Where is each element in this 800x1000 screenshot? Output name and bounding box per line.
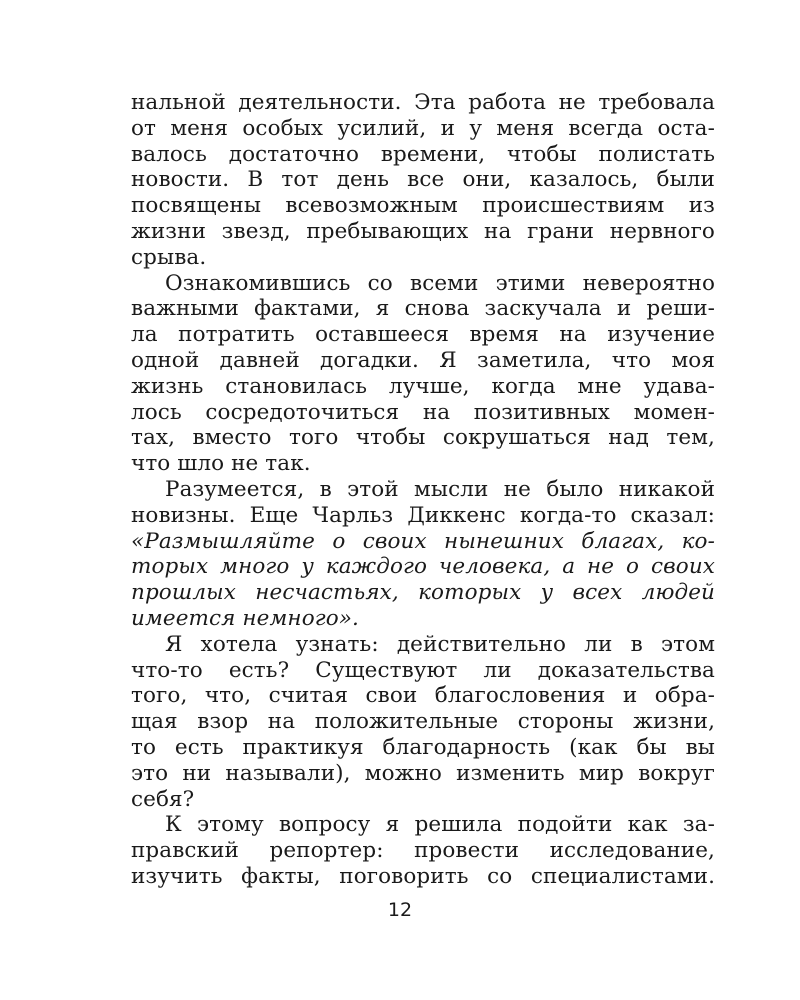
text-line: валось достаточно времени, чтобы полистать [131,141,716,167]
text-line: новизны. Еще Чарльз Диккенс когда-то сказал: [131,502,716,528]
text-line: ла потратить оставшееся время на изучение [131,322,716,348]
text-line: посвящены всевозможным происшествиям из [131,193,715,219]
text-line: правский репортер: провести исследование, [131,838,715,864]
text-line: нальной деятельности. Эта работа не требовала [131,90,715,115]
quote-line: имеется немного». [131,605,359,631]
quote-line: торых много у каждого человека, а не о своих [131,554,715,580]
text-line: Ознакомившись со всеми этими невероятно [165,270,716,296]
text-line: срыва. [131,244,207,270]
quote-line: «Размышляйте о своих нынешних благах, ко- [131,528,715,554]
text-line: что шло не так. [131,451,311,477]
text-line: щая взор на положительные стороны жизни, [131,709,716,735]
text-line: изучить факты, поговорить со специалистами. [131,863,715,889]
body-text [131,90,715,890]
text-line: жизнь становилась лучше, когда мне удава- [131,373,716,399]
text-line: одной давней догадки. Я заметила, что моя [131,347,715,373]
text-line: Разумеется, в этой мысли не было никакой [165,476,716,502]
text-line: жизни звезд, пребывающих на грани нервного [131,218,715,244]
text-line: лось сосредоточиться на позитивных момен- [131,399,715,425]
text-line: важными фактами, я снова заскучала и реши- [131,296,716,322]
text-line: это ни называли), можно изменить мир вокруг [131,760,715,786]
text-line: что-то есть? Существуют ли доказательства [131,657,715,683]
quote-line: прошлых несчастьях, которых у всех людей [131,580,715,606]
text-line: себя? [131,786,195,812]
text-line: тах, вместо того чтобы сокрушаться над тем, [131,425,715,451]
text-line: Я хотела узнать: действительно ли в этом [165,631,716,657]
text-line: того, что, считая свои благословения и обра- [131,683,716,709]
page-number: 12 [387,899,413,921]
text-line: то есть практикуя благодарность (как бы вы [131,734,715,760]
text-line: К этому вопросу я решила подойти как за- [165,812,715,838]
text-line: от меня особых усилий, и у меня всегда оста- [131,115,715,141]
text-line: новости. В тот день все они, казалось, были [131,167,715,193]
